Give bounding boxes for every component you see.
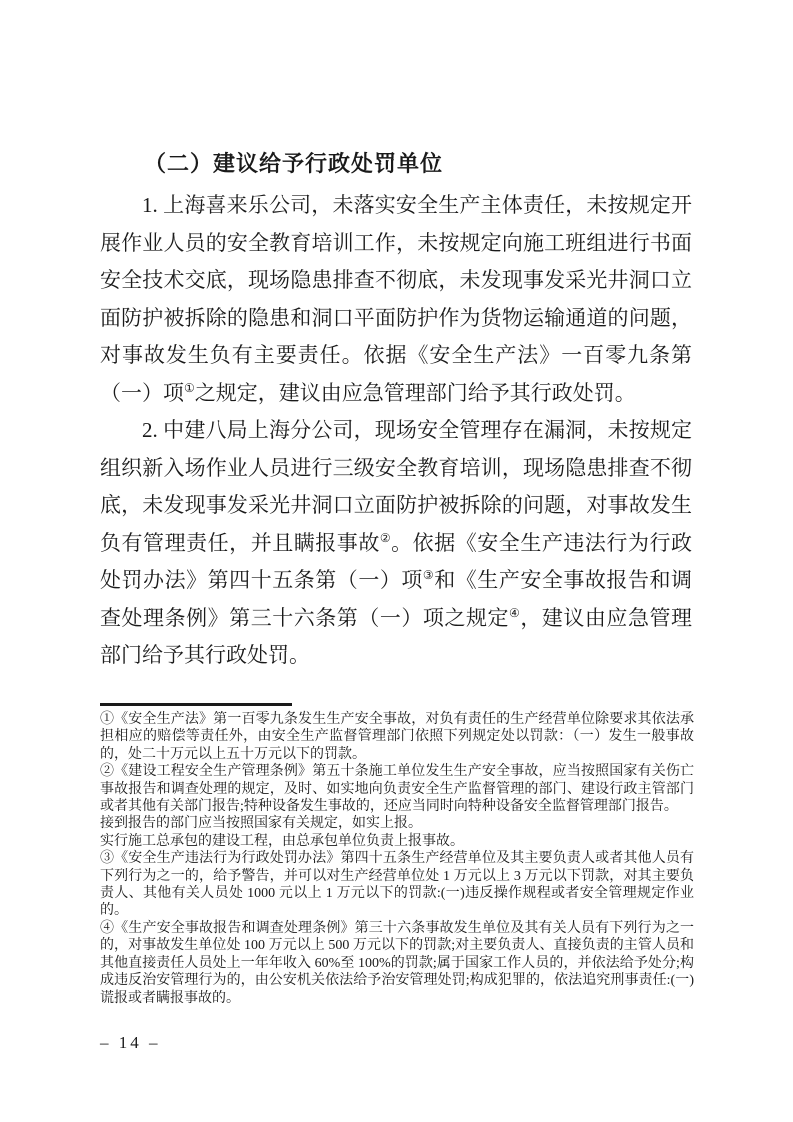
footnote-2-cont-2: 实行施工总承包的建设工程，由总承包单位负责上报事故。 — [100, 833, 464, 849]
document-body — [100, 150, 692, 675]
page-number: – 14 – — [100, 1033, 161, 1052]
paragraph-2-text-cont-2: 和《生产安全事故报告和调查处理条例》第三十六条第（一）项之规定 — [100, 568, 693, 630]
footnote-ref-4: ④ — [509, 605, 521, 620]
paragraph-2-text: 2. 中建八局上海分公司，现场安全管理存在漏洞，未按规定组织新入场作业人员进行三级安全教育培训，现场隐患排查不彻底，未发现事发采光井洞口立面防护被拆除的问题，对事故发生负有管理责任，并且瞒报事故 — [100, 418, 692, 555]
footnote-3: ③《安全生产违法行为行政处罚办法》第四十五条生产经营单位及其主要负责人或者其他人员有下列行为之一的，给予警告，并可以对生产经营单位处 1 万元以上 3 万元以下罚款，对其主要负责人、其他有关人员处 1000 元以上 1 万元以下的罚款:(一)违反操作规程或者安全管理规定作业的。 — [100, 851, 694, 919]
footnote-separator-line — [100, 703, 292, 706]
footnote-4: ④《生产安全事故报告和调查处理条例》第三十六条事故发生单位及其有关人员有下列行为之一的，对事故发生单位处 100 万元以上 500 万元以下的罚款;对主要负责人、直接负责的主管人员和其他直接责任人员处上一年年收入 60%至 100%的罚款;属于国家工作人员的，并依法给予处分;构成违反治安管理行为的，由公安机关依法给予治安管理处罚;构成犯罪的，依法追究刑事责任:(一)谎报或者瞒报事故的。 — [100, 920, 694, 1006]
footnote-ref-1: ① — [184, 380, 195, 395]
footnote-1: ①《安全生产法》第一百零九条发生生产安全事故，对负有责任的生产经营单位除要求其依法承担相应的赔偿等责任外，由安全生产监督管理部门依照下列规定处以罚款：（一）发生一般事故的，处二十万元以上五十万元以下的罚款。 — [100, 712, 694, 762]
paragraph-1 — [100, 187, 692, 412]
footnote-ref-2: ② — [379, 530, 392, 545]
paragraph-1-text-cont: 之规定，建议由应急管理部门给予其行政处罚。 — [194, 380, 636, 405]
paragraph-1-text: 1. 上海喜来乐公司，未落实安全生产主体责任，未按规定开展作业人员的安全教育培训工作，未按规定向施工班组进行书面安全技术交底，现场隐患排查不彻底，未发现事发采光井洞口立面防护被拆除的隐患和洞口平面防护作为货物运输通道的问题，对事故发生负有主要责任。依据《安全生产法》一百零九条第（一）项 — [100, 193, 692, 405]
paragraph-2-text-cont-1: 。依据《安全生产违法行为行政处罚办法》第四十五条第（一）项 — [100, 530, 693, 592]
footnote-ref-3: ③ — [422, 568, 435, 582]
section-heading: （二）建议给予行政处罚单位 — [144, 151, 444, 176]
paragraph-2 — [100, 412, 692, 675]
footnote-section — [100, 703, 694, 1007]
footnote-2: ②《建设工程安全生产管理条例》第五十条施工单位发生生产安全事故，应当按照国家有关伤亡事故报告和调查处理的规定，及时、如实地向负责安全生产监督管理的部门、建设行政主管部门或者其他有关部门报告;特种设备发生事故的，还应当同时向特种设备安全监督管理部门报告。 — [100, 764, 694, 815]
footnote-2-cont-1: 接到报告的部门应当按照国家有关规定，如实上报。 — [100, 816, 422, 832]
paragraph-2-text-cont-3: ，建议由应急管理部门给予其行政处罚。 — [100, 605, 693, 667]
